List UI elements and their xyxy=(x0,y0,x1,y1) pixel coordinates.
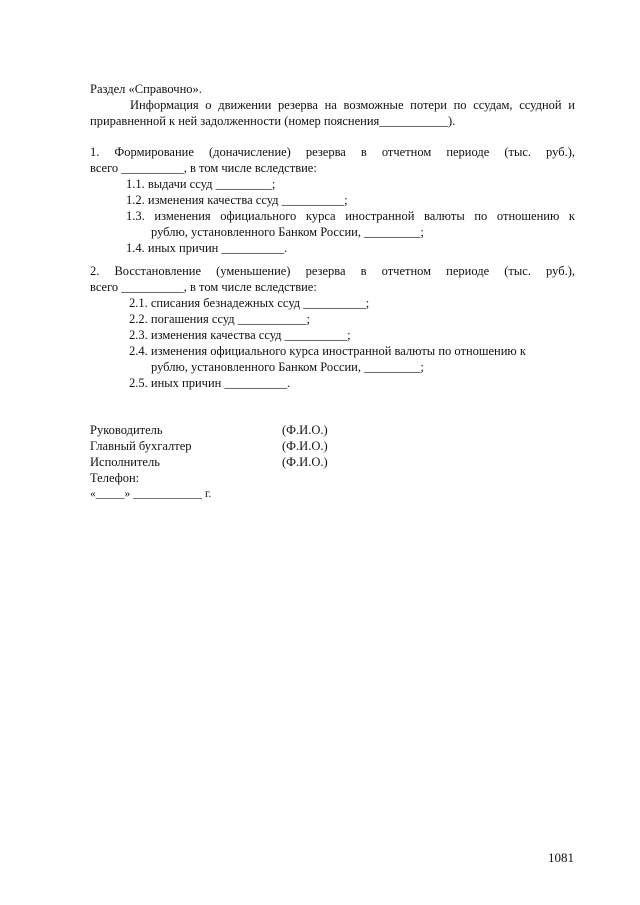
section-2-heading-line-1: 2. Восстановление (уменьшение) резерва в отчетном периоде (тыс. руб.), xyxy=(90,264,575,278)
date-line: «_____» ____________ г. xyxy=(90,488,212,500)
section-1-item-4: 1.4. иных причин __________. xyxy=(126,241,288,255)
section-2-heading-line-2: всего __________, в том числе вследствие: xyxy=(90,280,317,294)
head-fio: (Ф.И.О.) xyxy=(282,423,328,437)
section-title: Раздел «Справочно». xyxy=(90,82,202,96)
section-1-item-3-line-2: рублю, установленного Банком России, _________; xyxy=(151,225,424,239)
intro-line-1: Информация о движении резерва на возможные потери по ссудам, ссудной и xyxy=(130,98,575,112)
section-2-item-4-line-1: 2.4. изменения официального курса иностранной валюты по отношению к xyxy=(129,344,526,358)
page-number: 1081 xyxy=(548,850,574,865)
section-2-item-1: 2.1. списания безнадежных ссуд __________; xyxy=(129,296,370,310)
section-2-item-4-line-2: рублю, установленного Банком России, _________; xyxy=(151,360,424,374)
section-1-item-2: 1.2. изменения качества ссуд __________; xyxy=(126,193,348,207)
executor-label: Исполнитель xyxy=(90,455,160,469)
head-label: Руководитель xyxy=(90,423,163,437)
executor-fio: (Ф.И.О.) xyxy=(282,455,328,469)
section-2-item-2: 2.2. погашения ссуд ___________; xyxy=(129,312,311,326)
phone-label: Телефон: xyxy=(90,471,140,485)
intro-line-2: приравненной к ней задолженности (номер пояснения___________). xyxy=(90,114,456,128)
section-1-heading-line-2: всего __________, в том числе вследствие: xyxy=(90,161,317,175)
section-2-item-3: 2.3. изменения качества ссуд __________; xyxy=(129,328,351,342)
chief-accountant-label: Главный бухгалтер xyxy=(90,439,192,453)
section-1-item-3-line-1: 1.3. изменения официального курса иностранной валюты по отношению к xyxy=(126,209,575,223)
section-2-item-5: 2.5. иных причин __________. xyxy=(129,376,291,390)
section-1-item-1: 1.1. выдачи ссуд _________; xyxy=(126,177,276,191)
section-1-heading-line-1: 1. Формирование (доначисление) резерва в отчетном периоде (тыс. руб.), xyxy=(90,145,575,159)
chief-accountant-fio: (Ф.И.О.) xyxy=(282,439,328,453)
